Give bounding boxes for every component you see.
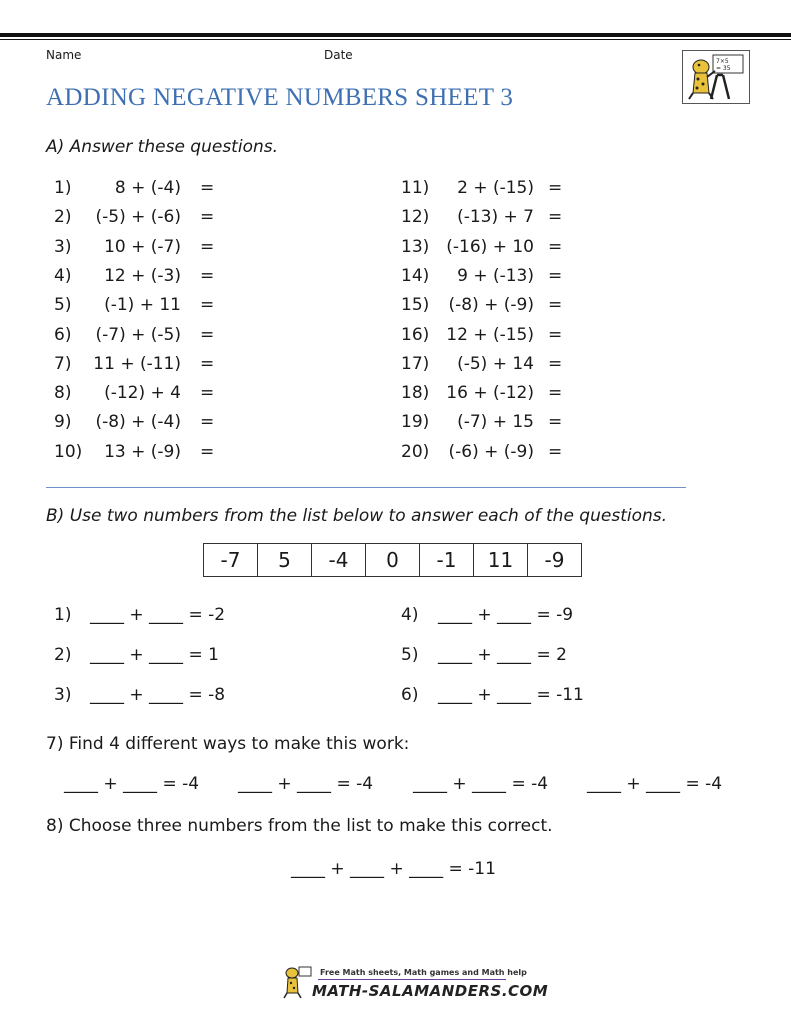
equals-sign: = xyxy=(548,207,563,227)
salamander-logo-icon xyxy=(282,965,312,999)
question-number: 8) xyxy=(54,383,72,403)
equals-sign: = xyxy=(548,266,563,286)
question-number: 3) xyxy=(54,237,72,257)
number-cell: -4 xyxy=(312,544,366,577)
question-expression: 8 + (-4) xyxy=(114,178,181,198)
question-expression: 2 + (-15) xyxy=(457,178,534,198)
question-number: 1) xyxy=(54,605,72,625)
question-number: 19) xyxy=(401,412,430,432)
equals-sign: = xyxy=(548,383,563,403)
board-line-1: 7×5 xyxy=(716,58,729,65)
question-expression: 16 + (-12) xyxy=(446,383,534,403)
fill-in-expression: ____ + ____ = 2 xyxy=(438,645,567,665)
question-number: 2) xyxy=(54,645,72,665)
fill-in-expression: ____ + ____ = -2 xyxy=(90,605,226,625)
number-list-table xyxy=(203,543,582,577)
question-expression: 11 + (-11) xyxy=(93,354,181,374)
question-number: 13) xyxy=(401,237,430,257)
footer-underline xyxy=(318,979,506,980)
question-number: 6) xyxy=(401,685,419,705)
question-expression: 13 + (-9) xyxy=(104,442,181,462)
equals-sign: = xyxy=(200,412,215,432)
salamander-teacher-icon xyxy=(682,50,750,104)
footer-brand[interactable]: MATH-SALAMANDERS.COM xyxy=(312,982,549,1000)
question-expression: (-8) + (-4) xyxy=(95,412,181,432)
number-cell: 5 xyxy=(258,544,312,577)
question-expression: (-13) + 7 xyxy=(457,207,534,227)
equals-sign: = xyxy=(200,354,215,374)
number-cell: -1 xyxy=(420,544,474,577)
question-number: 5) xyxy=(401,645,419,665)
question-expression: (-16) + 10 xyxy=(446,237,534,257)
top-border-thin xyxy=(0,39,791,40)
section-divider xyxy=(46,487,686,488)
equals-sign: = xyxy=(200,383,215,403)
equals-sign: = xyxy=(200,207,215,227)
number-cell: -9 xyxy=(528,544,582,577)
number-cell: -7 xyxy=(204,544,258,577)
question-expression: (-7) + 15 xyxy=(457,412,534,432)
question-number: 12) xyxy=(401,207,430,227)
question-number: 3) xyxy=(54,685,72,705)
number-cell: 11 xyxy=(474,544,528,577)
question-number: 11) xyxy=(401,178,430,198)
fill-in-expression: ____ + ____ = 1 xyxy=(90,645,219,665)
equals-sign: = xyxy=(548,354,563,374)
question-number: 16) xyxy=(401,325,430,345)
question-expression: 10 + (-7) xyxy=(104,237,181,257)
question-expression: 9 + (-13) xyxy=(457,266,534,286)
equals-sign: = xyxy=(548,325,563,345)
question-number: 9) xyxy=(54,412,72,432)
page-title: ADDING NEGATIVE NUMBERS SHEET 3 xyxy=(46,84,514,111)
question-number: 5) xyxy=(54,295,72,315)
question-expression: (-5) + 14 xyxy=(457,354,534,374)
equals-sign: = xyxy=(200,266,215,286)
equals-sign: = xyxy=(200,295,215,315)
question-number: 4) xyxy=(54,266,72,286)
q8-heading: 8) Choose three numbers from the list to make this correct. xyxy=(46,816,553,836)
question-expression: (-1) + 11 xyxy=(104,295,181,315)
top-border xyxy=(0,33,791,37)
question-number: 17) xyxy=(401,354,430,374)
fill-in-expression: ____ + ____ = -11 xyxy=(438,685,584,705)
question-expression: 12 + (-3) xyxy=(104,266,181,286)
question-expression: 12 + (-15) xyxy=(446,325,534,345)
question-number: 7) xyxy=(54,354,72,374)
question-number: 6) xyxy=(54,325,72,345)
fill-in-expression: ____ + ____ = -8 xyxy=(90,685,226,705)
section-a-heading: A) Answer these questions. xyxy=(46,137,279,157)
name-label: Name xyxy=(46,48,82,62)
footer-tagline: Free Math sheets, Math games and Math help xyxy=(320,968,527,977)
equals-sign: = xyxy=(200,442,215,462)
q7-way-4: ____ + ____ = -4 xyxy=(587,774,723,794)
q8-expression: ____ + ____ + ____ = -11 xyxy=(291,859,496,879)
q7-heading: 7) Find 4 different ways to make this work: xyxy=(46,734,410,754)
number-cell: 0 xyxy=(366,544,420,577)
question-expression: (-5) + (-6) xyxy=(95,207,181,227)
question-number: 20) xyxy=(401,442,430,462)
question-number: 15) xyxy=(401,295,430,315)
question-number: 14) xyxy=(401,266,430,286)
q7-way-3: ____ + ____ = -4 xyxy=(413,774,549,794)
question-number: 10) xyxy=(54,442,83,462)
equals-sign: = xyxy=(200,325,215,345)
question-number: 18) xyxy=(401,383,430,403)
question-expression: (-6) + (-9) xyxy=(448,442,534,462)
date-label: Date xyxy=(324,48,353,62)
section-b-heading: B) Use two numbers from the list below to answer each of the questions. xyxy=(46,506,668,526)
q7-way-2: ____ + ____ = -4 xyxy=(238,774,374,794)
fill-in-expression: ____ + ____ = -9 xyxy=(438,605,574,625)
equals-sign: = xyxy=(548,178,563,198)
q7-way-1: ____ + ____ = -4 xyxy=(64,774,200,794)
equals-sign: = xyxy=(548,237,563,257)
question-number: 1) xyxy=(54,178,72,198)
question-number: 2) xyxy=(54,207,72,227)
equals-sign: = xyxy=(548,412,563,432)
question-expression: (-8) + (-9) xyxy=(448,295,534,315)
equals-sign: = xyxy=(200,237,215,257)
question-number: 4) xyxy=(401,605,419,625)
equals-sign: = xyxy=(548,442,563,462)
equals-sign: = xyxy=(548,295,563,315)
board-line-2: = 35 xyxy=(716,65,731,72)
question-expression: (-7) + (-5) xyxy=(95,325,181,345)
question-expression: (-12) + 4 xyxy=(104,383,181,403)
equals-sign: = xyxy=(200,178,215,198)
